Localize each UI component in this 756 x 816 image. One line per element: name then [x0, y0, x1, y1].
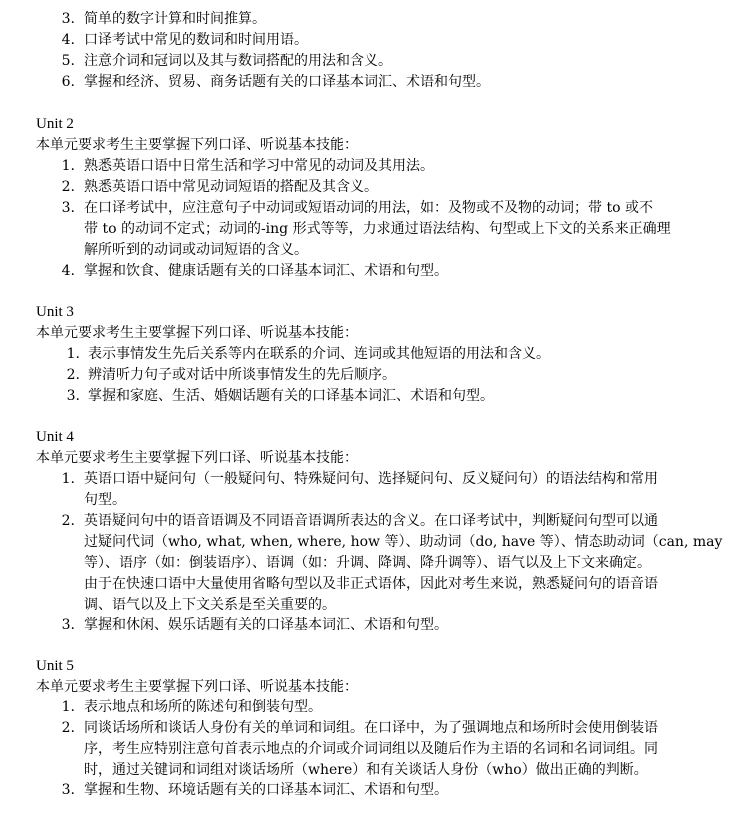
unit-2-intro: 本单元要求考生主要掌握下列口译、听说基本技能：	[36, 137, 358, 153]
item-number: 1.	[61, 471, 75, 487]
item-number: 1.	[61, 158, 75, 174]
item-number: 4.	[61, 32, 75, 48]
item-number: 1.	[66, 346, 80, 362]
item-number: 2.	[61, 179, 75, 195]
item-number: 3.	[66, 388, 80, 404]
item-number: 4.	[61, 263, 75, 279]
unit-3-title: Unit 3	[36, 304, 74, 320]
item-number: 2.	[66, 367, 80, 383]
item-text: 简单的数字计算和时间推算。	[84, 11, 266, 27]
item-text: 英语口语中疑问句（一般疑问句、特殊疑问句、选择疑问句、反义疑问句）的语法结构和常用	[84, 471, 658, 487]
item-text: 在口译考试中，应注意句子中动词或短语动词的用法，如：及物或不及物的动词；带 to 或不	[84, 200, 653, 216]
item-text: 带 to 的动词不定式；动词的-ing 形式等等，力求通过语法结构、句型或上下文的关系来正确理	[84, 221, 671, 237]
item-number: 2.	[61, 513, 75, 529]
item-text: 表示地点和场所的陈述句和倒装句型。	[84, 699, 322, 715]
item-text: 熟悉英语口语中常见动词短语的搭配及其含义。	[84, 179, 378, 195]
item-number: 3.	[61, 617, 75, 633]
item-text: 掌握和家庭、生活、婚姻话题有关的口译基本词汇、术语和句型。	[88, 388, 494, 404]
item-text: 掌握和生物、环境话题有关的口译基本词汇、术语和句型。	[84, 782, 448, 798]
item-text: 掌握和经济、贸易、商务话题有关的口译基本词汇、术语和句型。	[84, 74, 490, 90]
item-text: 句型。	[84, 492, 126, 508]
unit-2-title: Unit 2	[36, 116, 74, 132]
item-number: 5.	[61, 53, 75, 69]
item-number: 3.	[61, 200, 75, 216]
unit-4-intro: 本单元要求考生主要掌握下列口译、听说基本技能：	[36, 450, 358, 466]
item-number: 3.	[61, 782, 75, 798]
item-number: 1.	[61, 699, 75, 715]
item-text: 英语疑问句中的语音语调及不同语音语调所表达的含义。在口译考试中，判断疑问句型可以通	[84, 513, 658, 529]
item-text: 熟悉英语口语中日常生活和学习中常见的动词及其用法。	[84, 158, 434, 174]
item-number: 6.	[61, 74, 75, 90]
item-text: 调、语气以及上下文关系是至关重要的。	[84, 597, 336, 613]
item-text: 由于在快速口语中大量使用省略句型以及非正式语体，因此对考生来说，熟悉疑问句的语音语	[84, 576, 658, 592]
unit-3-intro: 本单元要求考生主要掌握下列口译、听说基本技能：	[36, 325, 358, 341]
item-text: 掌握和休闲、娱乐话题有关的口译基本词汇、术语和句型。	[84, 617, 448, 633]
item-text: 同谈话场所和谈话人身份有关的单词和词组。在口译中，为了强调地点和场所时会使用倒装语	[84, 720, 658, 736]
item-text: 辨清听力句子或对话中所谈事情发生的先后顺序。	[88, 367, 396, 383]
item-text: 过疑问代词（who, what, when, where, how 等）、助动词（do, have 等）、情态助动词（can, may	[84, 534, 723, 550]
item-number: 2.	[61, 720, 75, 736]
item-text: 解所听到的动词或动词短语的含义。	[84, 242, 308, 258]
item-text: 等）、语序（如：倒装语序）、语调（如：升调、降调、降升调等）、语气以及上下文来确定。	[84, 555, 651, 571]
unit-4-title: Unit 4	[36, 429, 74, 445]
item-text: 口译考试中常见的数词和时间用语。	[84, 32, 308, 48]
item-text: 时，通过关键词和词组对谈话场所（where）和有关谈话人身份（who）做出正确的判断。	[84, 762, 648, 778]
item-number: 3.	[61, 11, 75, 27]
item-text: 序，考生应特别注意句首表示地点的介词或介词词组以及随后作为主语的名词和名词词组。同	[84, 741, 658, 757]
item-text: 掌握和饮食、健康话题有关的口译基本词汇、术语和句型。	[84, 263, 448, 279]
unit-5-intro: 本单元要求考生主要掌握下列口译、听说基本技能：	[36, 679, 358, 695]
item-text: 注意介词和冠词以及其与数词搭配的用法和含义。	[84, 53, 392, 69]
unit-5-title: Unit 5	[36, 658, 74, 674]
item-text: 表示事情发生先后关系等内在联系的介词、连词或其他短语的用法和含义。	[88, 346, 550, 362]
